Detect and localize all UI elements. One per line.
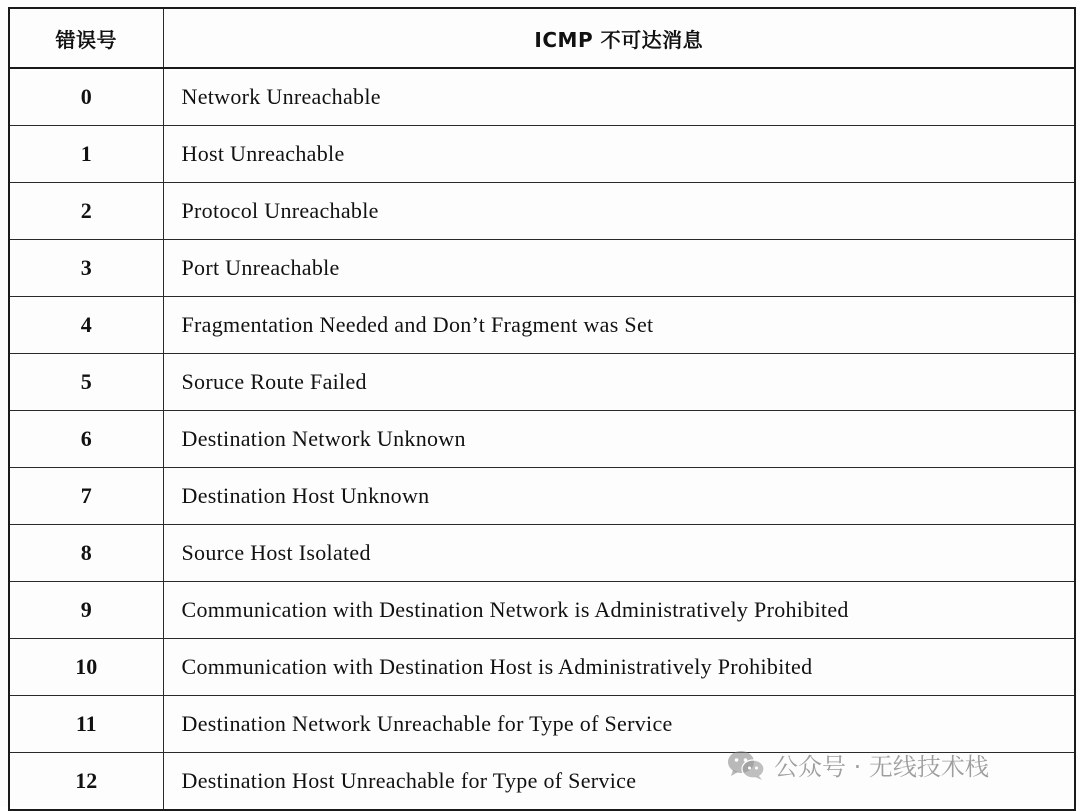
table-row xyxy=(9,183,1075,240)
message-cell: Communication with Destination Network is Administratively Prohibited xyxy=(163,582,1075,639)
table-row xyxy=(9,525,1075,582)
error-code-cell: 8 xyxy=(9,525,163,582)
header-row xyxy=(9,8,1075,68)
error-code-cell: 9 xyxy=(9,582,163,639)
error-code-cell: 7 xyxy=(9,468,163,525)
message-cell: Soruce Route Failed xyxy=(163,354,1075,411)
message-cell: Destination Network Unreachable for Type of Service xyxy=(163,696,1075,753)
table-row xyxy=(9,354,1075,411)
table-row xyxy=(9,468,1075,525)
table-row xyxy=(9,126,1075,183)
watermark-text: 公众号 · 无线技术栈 xyxy=(774,753,989,781)
error-code-cell: 4 xyxy=(9,297,163,354)
icmp-unreachable-table xyxy=(8,7,1076,811)
error-code-cell: 0 xyxy=(9,68,163,126)
message-cell: Port Unreachable xyxy=(163,240,1075,297)
error-code-cell: 11 xyxy=(9,696,163,753)
table-row xyxy=(9,297,1075,354)
error-code-cell: 5 xyxy=(9,354,163,411)
table-row xyxy=(9,411,1075,468)
message-cell: Communication with Destination Host is Administratively Prohibited xyxy=(163,639,1075,696)
message-cell: Host Unreachable xyxy=(163,126,1075,183)
error-code-cell: 2 xyxy=(9,183,163,240)
table-row xyxy=(9,582,1075,639)
message-cell: Protocol Unreachable xyxy=(163,183,1075,240)
table-body xyxy=(9,68,1075,810)
table-row xyxy=(9,639,1075,696)
header-error-code: 错误号 xyxy=(9,8,163,68)
message-cell: Fragmentation Needed and Don’t Fragment was Set xyxy=(163,297,1075,354)
table-row xyxy=(9,68,1075,126)
error-code-cell: 12 xyxy=(9,753,163,811)
message-cell: Network Unreachable xyxy=(163,68,1075,126)
message-cell: Destination Network Unknown xyxy=(163,411,1075,468)
table-row xyxy=(9,753,1075,811)
header-icmp-message: ICMP 不可达消息 xyxy=(163,8,1075,68)
table-row xyxy=(9,240,1075,297)
error-code-cell: 6 xyxy=(9,411,163,468)
table-header xyxy=(9,8,1075,68)
message-cell: Source Host Isolated xyxy=(163,525,1075,582)
error-code-cell: 1 xyxy=(9,126,163,183)
error-code-cell: 10 xyxy=(9,639,163,696)
message-cell: Destination Host Unreachable for Type of Service xyxy=(163,753,1075,811)
table-row xyxy=(9,696,1075,753)
message-cell: Destination Host Unknown xyxy=(163,468,1075,525)
error-code-cell: 3 xyxy=(9,240,163,297)
